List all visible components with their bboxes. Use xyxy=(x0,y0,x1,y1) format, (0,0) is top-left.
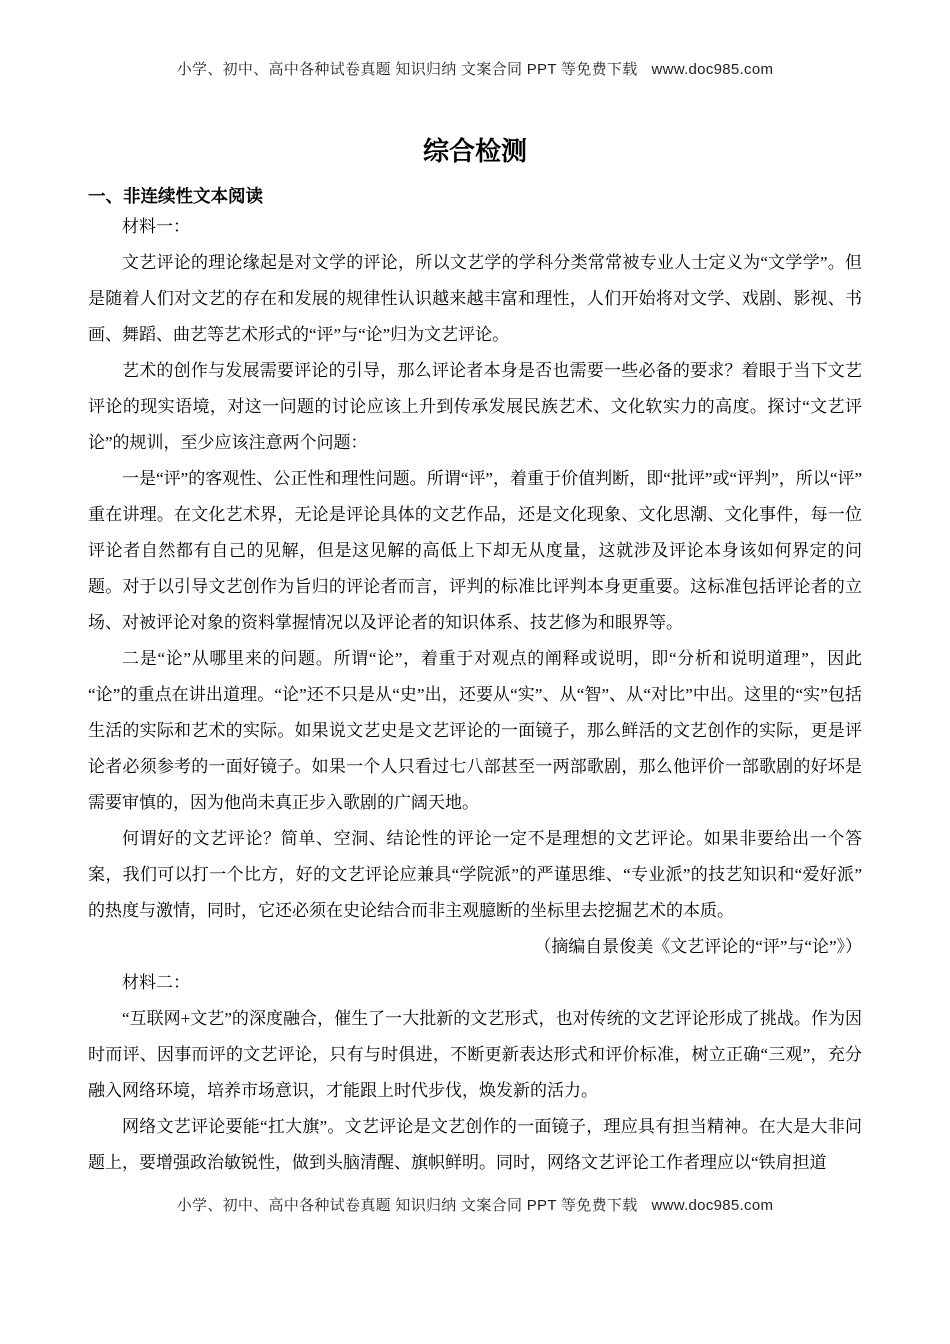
header-text: 小学、初中、高中各种试卷真题 知识归纳 文案合同 PPT 等免费下载 xyxy=(176,61,638,78)
document-content xyxy=(0,183,950,1181)
material-1-paragraph: 何谓好的文艺评论？简单、空洞、结论性的评论一定不是理想的文艺评论。如果非要给出一个答案，我们可以打一个比方，好的文艺评论应兼具“学院派”的严谨思维、“专业派”的技艺知识和“爱好派”的热度与激情，同时，它还必须在史论结合而非主观臆断的坐标里去挖掘艺术的本质。 xyxy=(88,829,862,920)
material-1-paragraph: 艺术的创作与发展需要评论的引导，那么评论者本身是否也需要一些必备的要求？着眼于当下文艺评论的现实语境，对这一问题的讨论应该上升到传承发展民族艺术、文化软实力的高度。探讨“文艺评论”的规训，至少应该注意两个问题： xyxy=(88,361,862,452)
material-1-paragraph: 文艺评论的理论缘起是对文学的评论，所以文艺学的学科分类常常被专业人士定义为“文学学”。但是随着人们对文艺的存在和发展的规律性认识越来越丰富和理性，人们开始将对文学、戏剧、影视、书画、舞蹈、曲艺等艺术形式的“评”与“论”归为文艺评论。 xyxy=(88,253,862,344)
section-heading: 一、非连续性文本阅读 xyxy=(88,186,263,206)
document-body xyxy=(88,209,862,1181)
page-header xyxy=(0,0,950,79)
footer-text: 小学、初中、高中各种试卷真题 知识归纳 文案合同 PPT 等免费下载 xyxy=(176,1197,638,1214)
material-2-paragraph: 网络文艺评论要能“扛大旗”。文艺评论是文艺创作的一面镜子，理应具有担当精神。在大是大非问题上，要增强政治敏锐性，做到头脑清醒、旗帜鲜明。同时，网络文艺评论工作者理应以“铁肩担道 xyxy=(88,1117,862,1172)
material-2-paragraph: “互联网+文艺”的深度融合，催生了一大批新的文艺形式，也对传统的文艺评论形成了挑战。作为因时而评、因事而评的文艺评论，只有与时俱进，不断更新表达形式和评价标准，树立正确“三观”，充分融入网络环境，培养市场意识，才能跟上时代步伐，焕发新的活力。 xyxy=(88,1009,862,1100)
material-1-label: 材料一： xyxy=(122,217,190,236)
material-1-attribution: （摘编自景俊美《文艺评论的“评”与“论”》） xyxy=(534,937,862,956)
footer-url: www.doc985.com xyxy=(651,1197,774,1214)
header-url: www.doc985.com xyxy=(651,61,774,78)
material-1-paragraph: 二是“论”从哪里来的问题。所谓“论”，着重于对观点的阐释或说明，即“分析和说明道理”，因此“论”的重点在讲出道理。“论”还不只是从“史”出，还要从“实”、从“智”、从“对比”中出。这里的“实”包括生活的实际和艺术的实际。如果说文艺史是文艺评论的一面镜子，那么鲜活的文艺创作的实际，更是评论者必须参考的一面好镜子。如果一个人只看过七八部甚至一两部歌剧，那么他评价一部歌剧的好坏是需要审慎的，因为他尚未真正步入歌剧的广阔天地。 xyxy=(88,649,862,812)
page-footer xyxy=(0,1194,950,1215)
page-title: 综合检测 xyxy=(422,136,527,166)
material-1-paragraph: 一是“评”的客观性、公正性和理性问题。所谓“评”，着重于价值判断，即“批评”或“评判”，所以“评”重在讲理。在文化艺术界，无论是评论具体的文艺作品，还是文化现象、文化思潮、文化事件，每一位评论者自然都有自己的见解，但是这见解的高低上下却无从度量，这就涉及评论本身该如何界定的问题。对于以引导文艺创作为旨归的评论者而言，评判的标准比评判本身更重要。这标准包括评论者的立场、对被评论对象的资料掌握情况以及评论者的知识体系、技艺修为和眼界等。 xyxy=(88,469,862,632)
material-2-label: 材料二： xyxy=(122,973,190,992)
